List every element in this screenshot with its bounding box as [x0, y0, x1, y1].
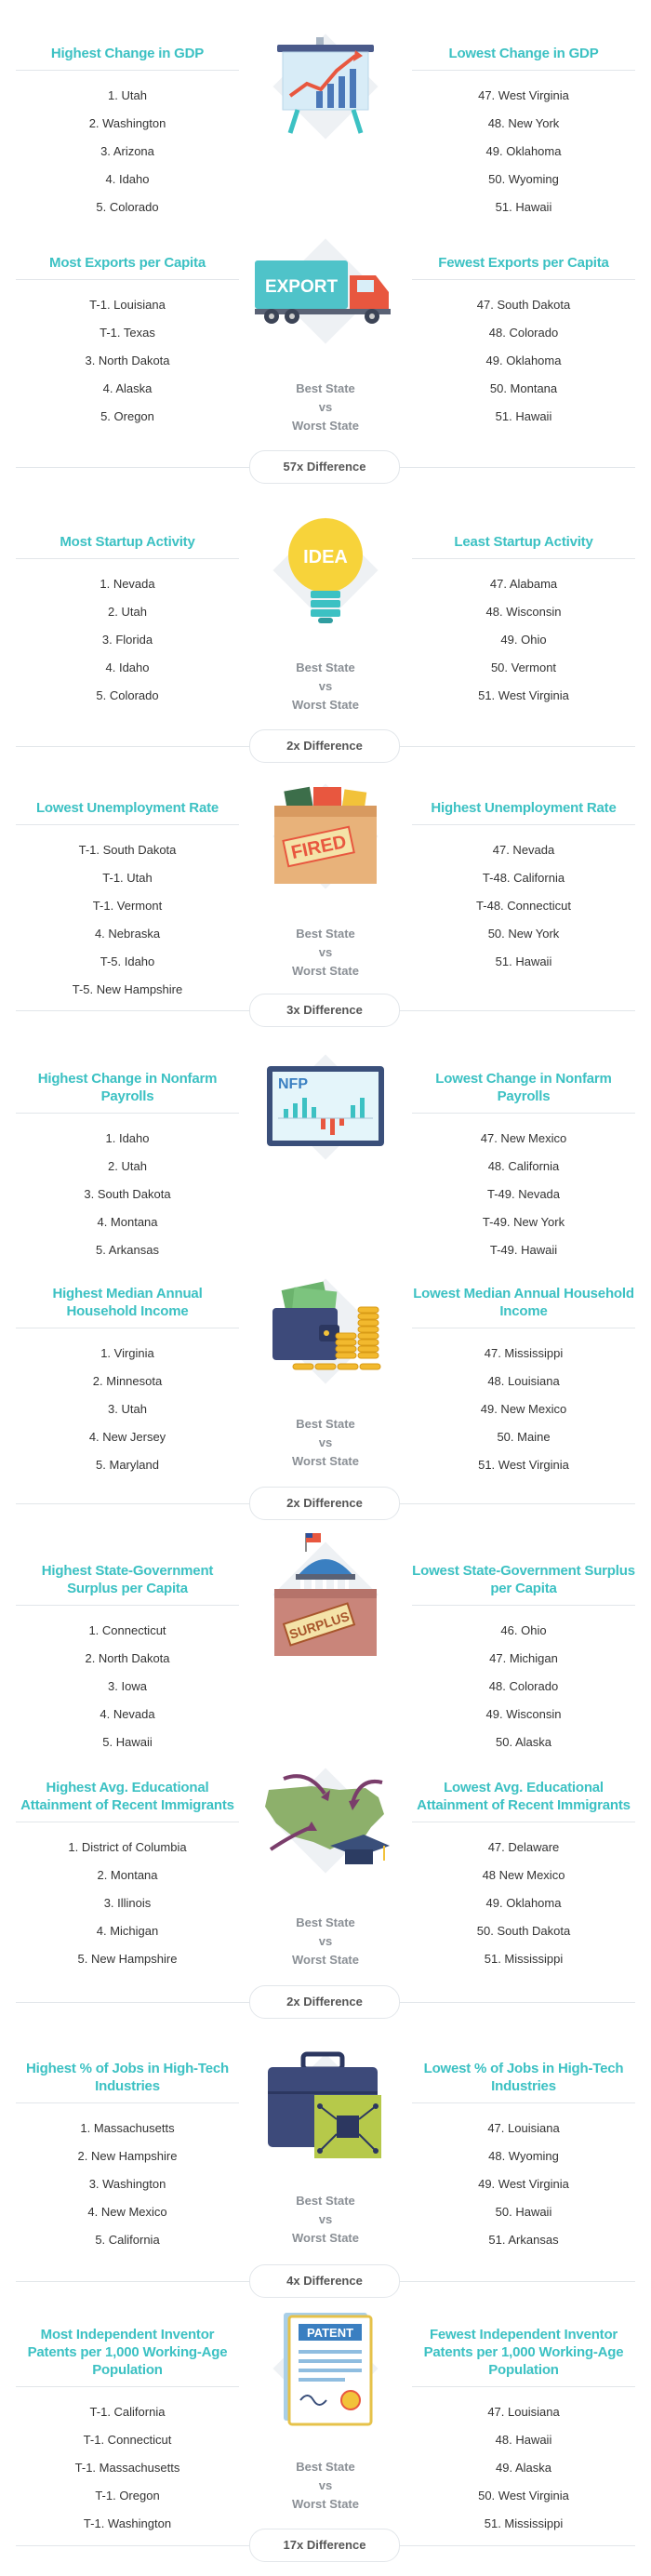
- list-item: 5. Maryland: [96, 1458, 159, 1472]
- right-column: [412, 2326, 635, 2538]
- list-item: 48. Hawaii: [495, 2433, 552, 2447]
- right-title: Fewest Exports per Capita: [438, 255, 609, 271]
- right-title: Highest Unemployment Rate: [431, 800, 617, 816]
- list-item: 51. Hawaii: [495, 409, 552, 423]
- difference-banner: [0, 2529, 651, 2562]
- list-item: 5. Oregon: [100, 409, 154, 423]
- list-item: 49. Alaska: [496, 2461, 551, 2475]
- list-item: 47. Michigan: [489, 1651, 558, 1665]
- best-vs-worst-label: Best State vs Worst State: [292, 1915, 359, 1967]
- left-column: [16, 254, 239, 431]
- right-title: Lowest Change in GDP: [448, 46, 599, 61]
- list-item: 4. Michigan: [96, 1924, 159, 1938]
- surplus-box-icon: [246, 1539, 405, 1650]
- list-item: T-1. Oregon: [95, 2489, 160, 2503]
- divider: [16, 2386, 239, 2387]
- right-column: [412, 799, 635, 976]
- list-item: 48. Colorado: [488, 1679, 559, 1693]
- list-item: T-1. Utah: [102, 871, 153, 885]
- list-item: T-49. Hawaii: [489, 1243, 558, 1257]
- svg-text:EXPORT: EXPORT: [264, 277, 339, 297]
- list-item: 3. Illinois: [103, 1896, 152, 1910]
- list-item: 2. North Dakota: [85, 1651, 170, 1665]
- best-vs-worst-label: Best State vs Worst State: [292, 661, 359, 712]
- list-item: T-1. Connecticut: [83, 2433, 172, 2447]
- list-item: 3. Arizona: [100, 144, 154, 158]
- list-item: 1. Idaho: [105, 1131, 150, 1145]
- svg-text:NFP: NFP: [278, 1076, 308, 1092]
- list-item: 47. South Dakota: [476, 298, 571, 312]
- list-item: 5. Colorado: [96, 200, 159, 214]
- list-item: 3. Utah: [108, 1402, 147, 1416]
- right-title: Least Startup Activity: [454, 534, 593, 550]
- list-item: 5. California: [95, 2233, 160, 2247]
- list-item: 4. Idaho: [105, 172, 150, 186]
- gdp-chart-icon: [246, 31, 405, 142]
- list-item: 3. South Dakota: [84, 1187, 171, 1201]
- list-item: T-1. Louisiana: [89, 298, 166, 312]
- right-column: [412, 2060, 635, 2254]
- list-item: T-1. Texas: [100, 326, 155, 340]
- divider: [16, 558, 239, 559]
- list-item: 5. New Hampshire: [77, 1952, 178, 1966]
- list-item: 51. Mississippi: [484, 2516, 564, 2530]
- list-item: 51. West Virginia: [478, 688, 569, 702]
- list-item: 50. West Virginia: [478, 2489, 569, 2503]
- difference-pill: 4x Difference: [249, 2264, 400, 2298]
- list-item: 49. Ohio: [500, 633, 547, 647]
- difference-pill: 3x Difference: [249, 994, 400, 1027]
- left-column: [16, 1285, 239, 1479]
- divider: [412, 1605, 635, 1606]
- list-item: 1. Connecticut: [88, 1623, 166, 1637]
- list-item: 4. Idaho: [105, 661, 150, 674]
- difference-pill: 17x Difference: [249, 2529, 400, 2562]
- nfp-monitor-icon: [246, 1051, 405, 1163]
- list-item: 51. West Virginia: [478, 1458, 569, 1472]
- best-vs-worst-label: Best State vs Worst State: [292, 2460, 359, 2511]
- list-item: 50. New York: [487, 927, 560, 941]
- list-item: T-1. Washington: [83, 2516, 172, 2530]
- list-item: 5. Hawaii: [102, 1735, 153, 1749]
- right-column: [412, 254, 635, 431]
- left-column: [16, 799, 239, 1004]
- right-column: [412, 45, 635, 221]
- idea-bulb-icon: [246, 514, 405, 626]
- list-item: 1. District of Columbia: [68, 1840, 187, 1854]
- list-item: 51. Arkansas: [488, 2233, 559, 2247]
- right-title: Lowest Change in Nonfarm Payrolls: [435, 1071, 612, 1104]
- list-item: 4. Alaska: [102, 381, 153, 395]
- list-item: 1. Virginia: [100, 1346, 154, 1360]
- best-vs-worst-label: Best State vs Worst State: [292, 927, 359, 978]
- list-item: 4. New Mexico: [87, 2205, 167, 2219]
- svg-text:SURPLUS: SURPLUS: [287, 1608, 352, 1642]
- divider: [16, 279, 239, 280]
- list-item: 3. Florida: [101, 633, 153, 647]
- right-title: Fewest Independent Inventor Patents per 1,000 Working-Age Population: [423, 2327, 624, 2378]
- best-vs-worst-label: Best State vs Worst State: [292, 381, 359, 433]
- patent-document-icon: [246, 2313, 405, 2424]
- left-column: [16, 533, 239, 710]
- divider: [412, 2386, 635, 2387]
- list-item: 50. Hawaii: [495, 2205, 552, 2219]
- divider: [16, 824, 239, 825]
- difference-banner: [0, 1487, 651, 1520]
- left-column: [16, 1562, 239, 1756]
- divider: [412, 279, 635, 280]
- list-item: 4. Nevada: [100, 1707, 155, 1721]
- list-item: 49. Oklahoma: [485, 354, 562, 367]
- list-item: T-1. Vermont: [92, 899, 163, 913]
- left-title: Most Startup Activity: [60, 534, 195, 550]
- svg-text:PATENT: PATENT: [306, 2326, 354, 2340]
- export-truck-icon: [246, 235, 405, 347]
- list-item: 50. Alaska: [496, 1735, 551, 1749]
- right-title: Lowest % of Jobs in High-Tech Industries: [423, 2061, 624, 2094]
- divider: [412, 824, 635, 825]
- list-item: 51. Hawaii: [495, 954, 552, 968]
- right-title: Lowest State-Government Surplus per Capita: [412, 1563, 635, 1596]
- best-vs-worst-label: Best State vs Worst State: [292, 2194, 359, 2245]
- divider: [412, 558, 635, 559]
- divider: [16, 1605, 239, 1606]
- best-vs-worst-label: Best State vs Worst State: [292, 1417, 359, 1468]
- list-item: 47. West Virginia: [478, 88, 569, 102]
- list-item: 2. Utah: [108, 605, 147, 619]
- list-item: 50. Montana: [489, 381, 558, 395]
- list-item: 51. Hawaii: [495, 200, 552, 214]
- left-column: [16, 2060, 239, 2254]
- list-item: 49. New Mexico: [480, 1402, 567, 1416]
- right-title: Lowest Median Annual Household Income: [413, 1286, 634, 1319]
- difference-banner: [0, 729, 651, 763]
- left-column: [16, 45, 239, 221]
- list-item: 47. Louisiana: [487, 2405, 560, 2419]
- left-title: Highest Median Annual Household Income: [52, 1286, 203, 1319]
- list-item: T-48. Connecticut: [476, 899, 571, 913]
- list-item: 3. North Dakota: [85, 354, 170, 367]
- fired-box-icon: [246, 781, 405, 892]
- difference-banner: [0, 994, 651, 1027]
- svg-text:FIRED: FIRED: [289, 832, 349, 864]
- right-column: [412, 533, 635, 710]
- divider: [412, 70, 635, 71]
- difference-banner: [0, 1985, 651, 2019]
- difference-pill: 2x Difference: [249, 729, 400, 763]
- left-title: Highest Avg. Educational Attainment of Recent Immigrants: [20, 1780, 234, 1813]
- list-item: 1. Utah: [108, 88, 147, 102]
- list-item: 49. Oklahoma: [485, 1896, 562, 1910]
- difference-pill: 2x Difference: [249, 1487, 400, 1520]
- list-item: 49. Wisconsin: [485, 1707, 562, 1721]
- right-column: [412, 1779, 635, 1973]
- list-item: 5. Arkansas: [96, 1243, 159, 1257]
- difference-pill: 2x Difference: [249, 1985, 400, 2019]
- list-item: 50. Wyoming: [488, 172, 559, 186]
- left-column: [16, 1070, 239, 1264]
- left-title: Highest Change in GDP: [50, 46, 205, 61]
- list-item: 47. Louisiana: [487, 2121, 560, 2135]
- list-item: 51. Mississippi: [484, 1952, 564, 1966]
- list-item: T-1. Massachusetts: [74, 2461, 180, 2475]
- left-title: Most Independent Inventor Patents per 1,000 Working-Age Population: [27, 2327, 228, 2378]
- list-item: 4. Nebraska: [94, 927, 161, 941]
- divider: [16, 70, 239, 71]
- list-item: 47. Mississippi: [484, 1346, 564, 1360]
- list-item: 4. New Jersey: [88, 1430, 166, 1444]
- list-item: T-48. California: [482, 871, 565, 885]
- left-title: Highest Change in Nonfarm Payrolls: [37, 1071, 218, 1104]
- list-item: T-1. South Dakota: [78, 843, 177, 857]
- list-item: 48. New York: [487, 116, 560, 130]
- list-item: 46. Ohio: [500, 1623, 547, 1637]
- list-item: T-49. New York: [482, 1215, 565, 1229]
- list-item: 2. Montana: [97, 1868, 158, 1882]
- left-column: [16, 2326, 239, 2538]
- divider: [412, 2102, 635, 2103]
- list-item: 48. Wisconsin: [485, 605, 562, 619]
- list-item: 50. Maine: [497, 1430, 551, 1444]
- list-item: 47. Nevada: [492, 843, 555, 857]
- list-item: 1. Massachusetts: [80, 2121, 175, 2135]
- left-title: Lowest Unemployment Rate: [35, 800, 219, 816]
- list-item: 48. Colorado: [488, 326, 559, 340]
- list-item: T-1. California: [89, 2405, 166, 2419]
- list-item: 2. Utah: [108, 1159, 147, 1173]
- list-item: 3. Washington: [88, 2177, 166, 2191]
- list-item: 2. Minnesota: [92, 1374, 163, 1388]
- list-item: 48. California: [487, 1159, 560, 1173]
- divider: [412, 1113, 635, 1114]
- left-title: Most Exports per Capita: [49, 255, 206, 271]
- list-item: 1. Nevada: [100, 577, 155, 591]
- briefcase-chip-icon: [246, 2050, 405, 2162]
- divider: [16, 1113, 239, 1114]
- list-item: T-5. New Hampshire: [72, 982, 183, 996]
- right-column: [412, 1562, 635, 1756]
- left-title: Highest State-Government Surplus per Capita: [41, 1563, 214, 1596]
- left-title: Highest % of Jobs in High-Tech Industries: [26, 2061, 229, 2094]
- list-item: 49. West Virginia: [478, 2177, 569, 2191]
- list-item: 50. South Dakota: [476, 1924, 571, 1938]
- list-item: 3. Iowa: [108, 1679, 147, 1693]
- list-item: 2. New Hampshire: [77, 2149, 178, 2163]
- difference-banner: [0, 450, 651, 484]
- divider: [16, 2102, 239, 2103]
- right-title: Lowest Avg. Educational Attainment of Recent Immigrants: [417, 1780, 631, 1813]
- left-column: [16, 1779, 239, 1973]
- difference-pill: 57x Difference: [249, 450, 400, 484]
- list-item: 48 New Mexico: [482, 1868, 565, 1882]
- list-item: 5. Colorado: [96, 688, 159, 702]
- us-map-graduation-icon: [246, 1765, 405, 1876]
- list-item: 47. Delaware: [487, 1840, 560, 1854]
- difference-banner: [0, 2264, 651, 2298]
- list-item: 50. Vermont: [490, 661, 557, 674]
- wallet-coins-icon: [246, 1275, 405, 1387]
- right-column: [412, 1285, 635, 1479]
- right-column: [412, 1070, 635, 1264]
- list-item: 48. Wyoming: [488, 2149, 559, 2163]
- list-item: 2. Washington: [88, 116, 166, 130]
- list-item: 47. Alabama: [489, 577, 558, 591]
- list-item: 49. Oklahoma: [485, 144, 562, 158]
- list-item: 47. New Mexico: [480, 1131, 567, 1145]
- svg-text:IDEA: IDEA: [303, 547, 348, 567]
- list-item: T-49. Nevada: [486, 1187, 561, 1201]
- list-item: 4. Montana: [97, 1215, 158, 1229]
- list-item: T-5. Idaho: [100, 954, 155, 968]
- list-item: 48. Louisiana: [487, 1374, 560, 1388]
